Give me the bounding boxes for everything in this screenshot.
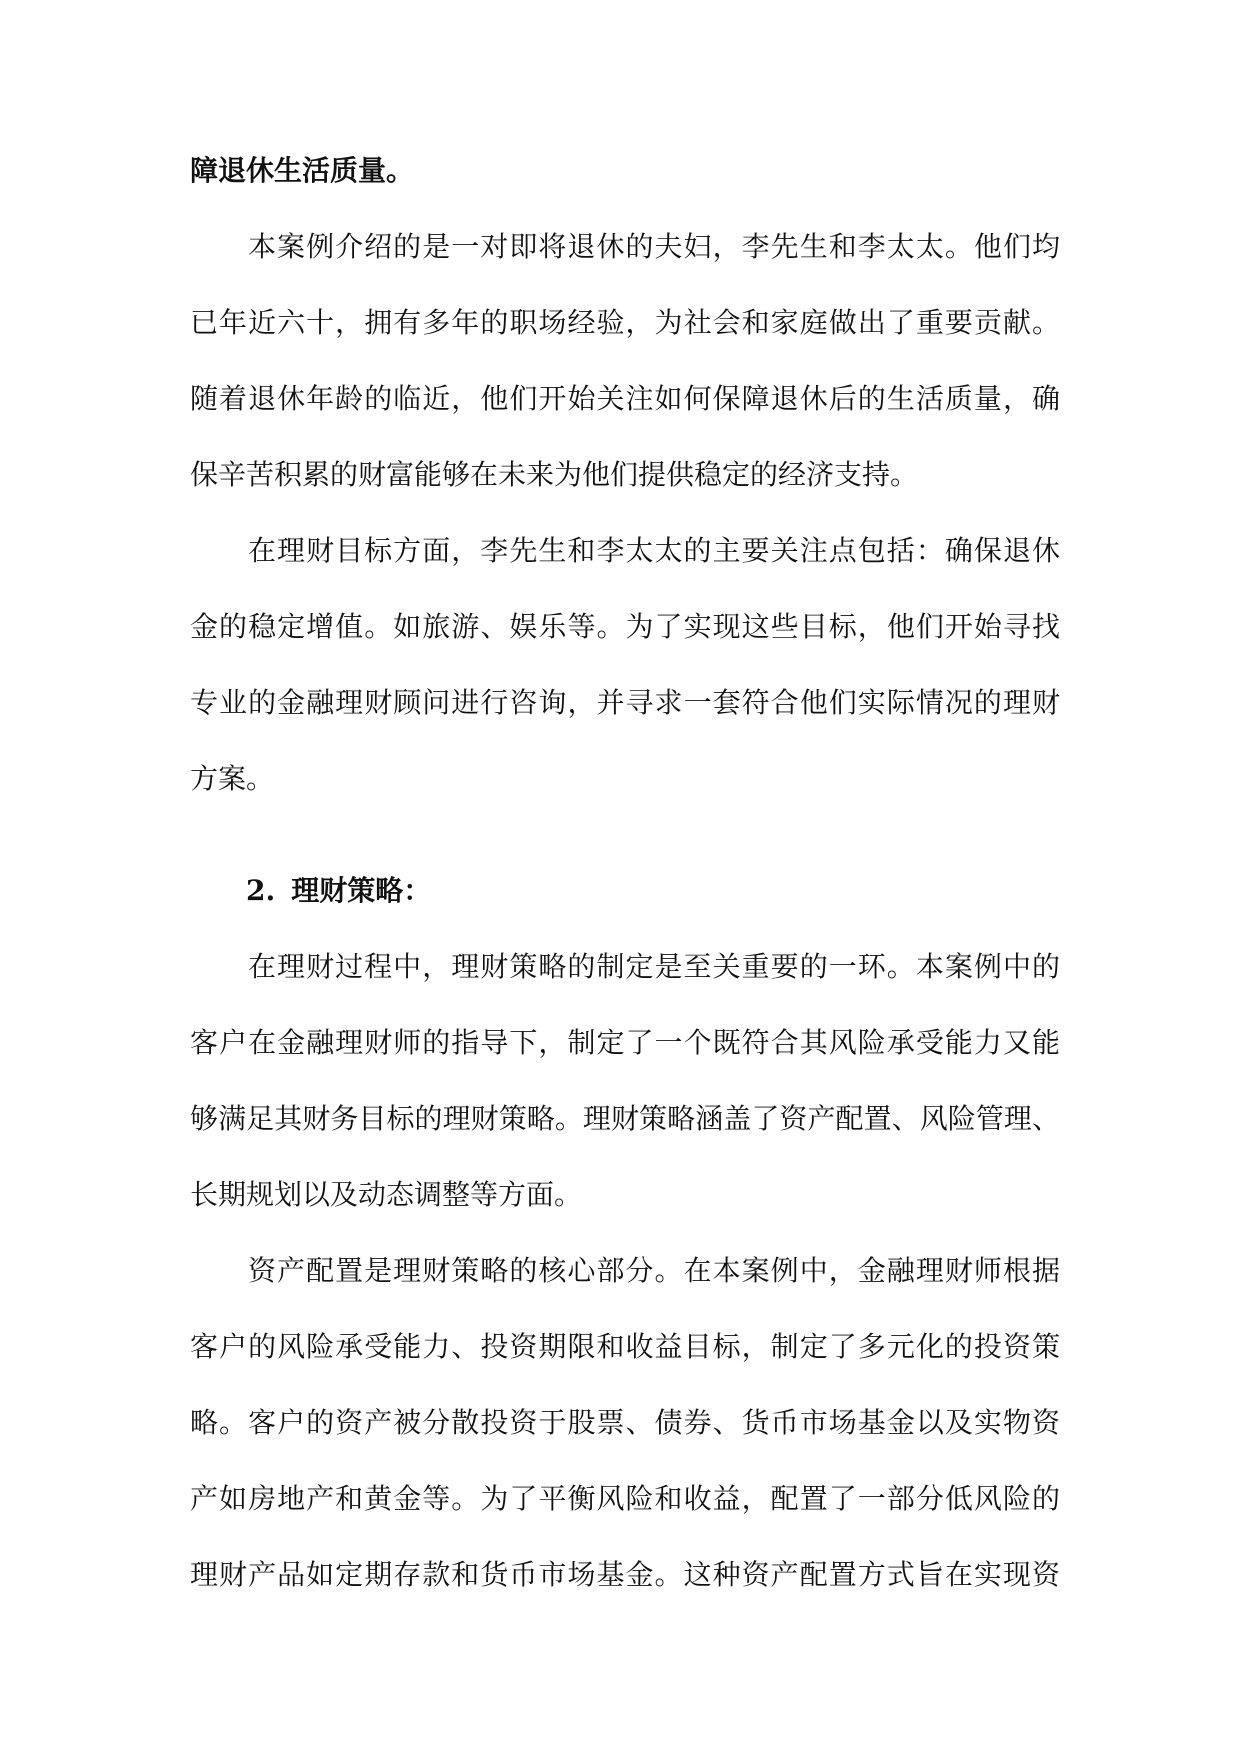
paragraph-line: 金的稳定增值。如旅游、娱乐等。为了实现这些目标，他们开始寻找	[190, 610, 1060, 643]
paragraph-line: 资产配置是理财策略的核心部分。在本案例中，金融理财师根据	[248, 1254, 1060, 1287]
paragraph-line: 保辛苦积累的财富能够在未来为他们提供稳定的经济支持。	[190, 458, 919, 491]
paragraph-line: 客户在金融理财师的指导下，制定了一个既符合其风险承受能力又能	[190, 1026, 1060, 1059]
paragraph-line: 长期规划以及动态调整等方面。	[190, 1178, 583, 1211]
lead-line: 障退休生活质量。	[190, 154, 415, 187]
paragraph-line: 专业的金融理财顾问进行咨询，并寻求一套符合他们实际情况的理财	[190, 686, 1060, 719]
paragraph-line: 略。客户的资产被分散投资于股票、债券、货币市场基金以及实物资	[190, 1406, 1060, 1439]
paragraph-case-intro	[190, 209, 1060, 513]
paragraph-line: 已年近六十，拥有多年的职场经验，为社会和家庭做出了重要贡献。	[190, 306, 1060, 339]
paragraph-goals	[190, 513, 1060, 817]
section-heading	[190, 853, 1060, 929]
paragraph-strategy	[190, 929, 1060, 1233]
paragraph-line: 产如房地产和黄金等。为了平衡风险和收益，配置了一部分低风险的	[190, 1482, 1060, 1515]
document-body	[190, 133, 1060, 1613]
paragraph-line: 客户的风险承受能力、投资期限和收益目标，制定了多元化的投资策	[190, 1330, 1060, 1363]
section-title: 理财策略：	[291, 874, 432, 907]
paragraph-line: 够满足其财务目标的理财策略。理财策略涵盖了资产配置、风险管理、	[190, 1102, 1060, 1135]
paragraph-line: 在理财过程中，理财策略的制定是至关重要的一环。本案例中的	[248, 950, 1060, 983]
paragraph-allocation	[190, 1233, 1060, 1613]
paragraph-line: 方案。	[190, 762, 275, 795]
paragraph-line: 理财产品如定期存款和货币市场基金。这种资产配置方式旨在实现资	[190, 1558, 1060, 1591]
paragraph-line: 随着退休年龄的临近，他们开始关注如何保障退休后的生活质量，确	[190, 382, 1060, 415]
paragraph-line: 在理财目标方面，李先生和李太太的主要关注点包括：确保退休	[248, 534, 1060, 567]
section-number: 2.	[246, 874, 276, 907]
paragraph-line: 本案例介绍的是一对即将退休的夫妇，李先生和李太太。他们均	[248, 230, 1060, 263]
